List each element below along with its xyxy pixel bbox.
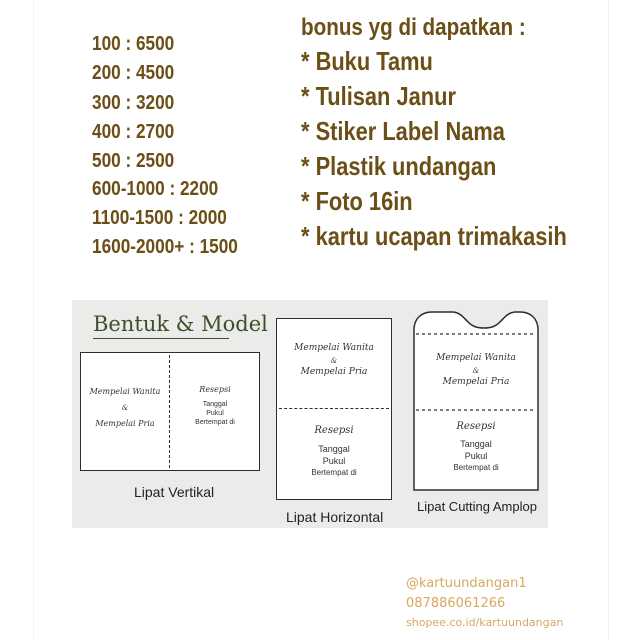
price-row: 600-1000 : 2200 [92, 178, 219, 200]
ampersand: & [472, 367, 480, 375]
title-underline [93, 338, 229, 339]
fold-line-vertical [169, 355, 170, 468]
date-label: Tanggal [460, 439, 492, 449]
bride-name: Mempelai Wanita [436, 353, 516, 363]
place-label: Bertempat di [195, 419, 235, 426]
caption-envelope: Lipat Cutting Amplop [417, 499, 537, 514]
bride-name: Mempelai Wanita [294, 343, 374, 353]
phone-number: 087886061266 [406, 596, 506, 611]
place-label: Bertempat di [311, 468, 357, 477]
ampersand: & [330, 357, 338, 365]
ampersand: & [121, 404, 129, 412]
time-label: Pukul [322, 456, 346, 466]
bonus-item: * Plastik undangan [301, 151, 497, 181]
price-row: 400 : 2700 [92, 121, 175, 143]
fold-line-horizontal [279, 408, 389, 409]
instagram-handle: @kartuundangan1 [406, 576, 527, 591]
bonus-item: * Stiker Label Nama [301, 116, 505, 146]
price-row: 1100-1500 : 2000 [92, 207, 227, 229]
caption-vertical: Lipat Vertikal [134, 484, 215, 500]
groom-name: Mempelai Pria [300, 367, 368, 377]
bonus-item: * Buku Tamu [301, 46, 433, 76]
price-row: 500 : 2500 [92, 150, 175, 172]
bonus-item: * Foto 16in [301, 186, 413, 216]
models-title: Bentuk & Model [93, 312, 268, 336]
bonus-title: bonus yg di dapatkan : [301, 14, 526, 41]
reception-label: Resepsi [199, 385, 231, 394]
price-row: 200 : 4500 [92, 62, 175, 84]
place-label: Bertempat di [453, 463, 499, 472]
bonus-item: * Tulisan Janur [301, 81, 456, 111]
price-row: 100 : 6500 [92, 33, 175, 55]
date-label: Tanggal [318, 444, 350, 454]
reception-label: Resepsi [456, 421, 496, 432]
time-label: Pukul [464, 451, 488, 461]
time-label: Pukul [206, 410, 224, 417]
bride-name: Mempelai Wanita [89, 387, 161, 396]
price-row: 1600-2000+ : 1500 [92, 236, 238, 258]
reception-label: Resepsi [314, 425, 354, 436]
shop-link: shopee.co.id/kartuundangan [406, 616, 564, 629]
caption-horizontal: Lipat Horizontal [286, 509, 384, 525]
price-row: 300 : 3200 [92, 92, 175, 114]
bonus-item: * kartu ucapan trimakasih [301, 221, 567, 251]
groom-name: Mempelai Pria [95, 419, 155, 428]
groom-name: Mempelai Pria [442, 377, 510, 387]
date-label: Tanggal [202, 401, 228, 408]
